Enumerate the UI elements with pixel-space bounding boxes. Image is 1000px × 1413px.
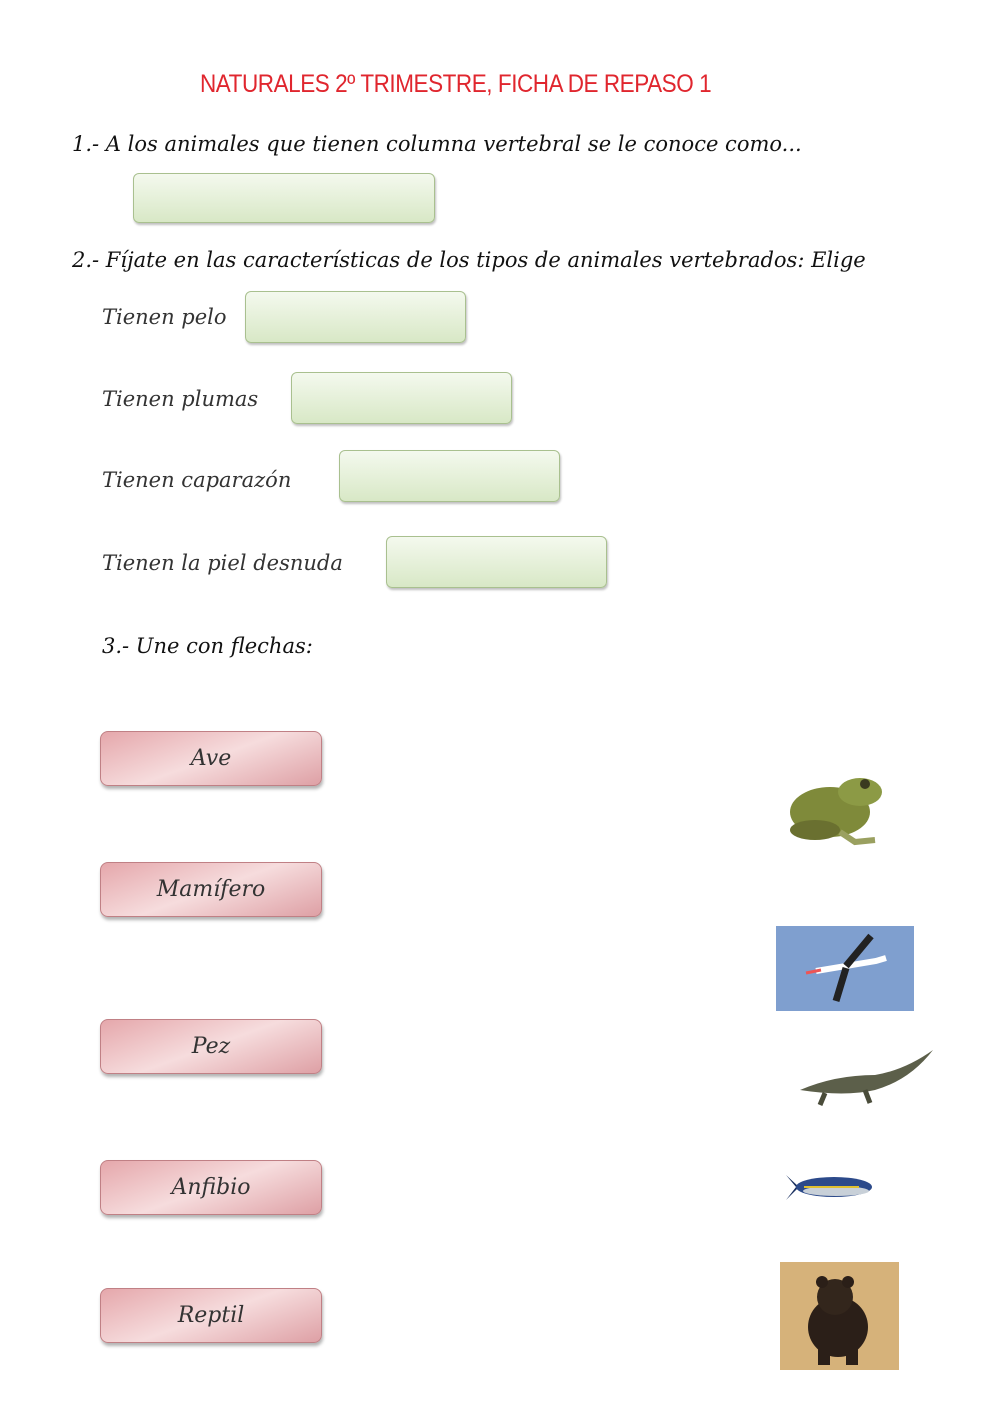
match-anfibio[interactable]: Anfibio — [100, 1160, 322, 1215]
select-plumas[interactable] — [291, 372, 512, 424]
stork-image[interactable] — [776, 926, 914, 1011]
question-3: 3.- Une con flechas: — [102, 634, 313, 658]
match-ave[interactable]: Ave — [100, 731, 322, 786]
tuna-image[interactable] — [784, 1170, 876, 1205]
page-title: NATURALES 2º TRIMESTRE, FICHA DE REPASO 1 — [200, 70, 712, 98]
bear-image[interactable] — [780, 1262, 899, 1370]
label-plumas: Tienen plumas — [102, 387, 259, 411]
label-pelo: Tienen pelo — [102, 305, 227, 329]
label-caparazon: Tienen caparazón — [102, 468, 292, 492]
label-piel-desnuda: Tienen la piel desnuda — [102, 551, 343, 575]
match-pez[interactable]: Pez — [100, 1019, 322, 1074]
match-mamifero[interactable]: Mamífero — [100, 862, 322, 917]
match-reptil[interactable]: Reptil — [100, 1288, 322, 1343]
answer-field-vertebrates[interactable] — [133, 173, 435, 223]
select-piel-desnuda[interactable] — [386, 536, 607, 588]
question-2: 2.- Fíjate en las características de los tipos de animales vertebrados: Elige — [72, 248, 866, 272]
crocodile-image[interactable] — [795, 1045, 935, 1110]
question-1: 1.- A los animales que tienen columna vertebral se le conoce como... — [72, 132, 802, 156]
select-caparazon[interactable] — [339, 450, 560, 502]
select-pelo[interactable] — [245, 291, 466, 343]
frog-image[interactable] — [780, 762, 890, 847]
